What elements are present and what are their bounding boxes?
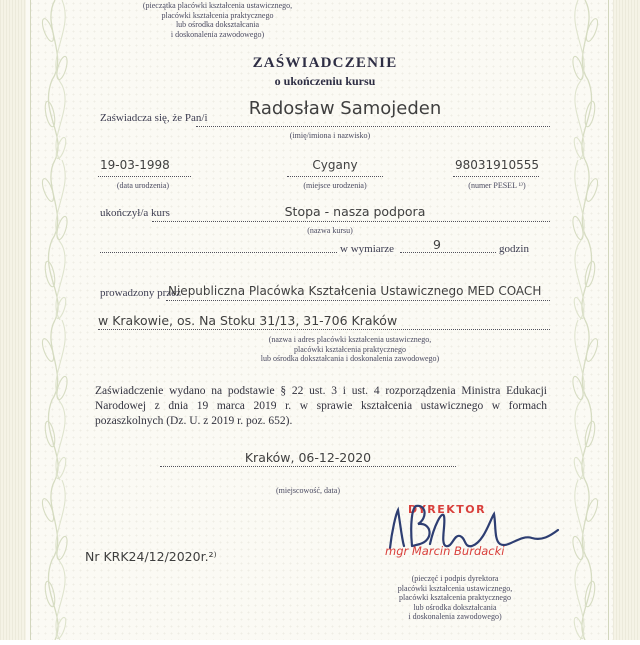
dotted-line bbox=[453, 176, 539, 177]
provider-caption-line: lub ośrodka dokształcania i doskonalenia zawodowego) bbox=[260, 354, 440, 363]
legal-basis-text: Zaświadczenie wydano na podstawie § 22 ust. 3 i ust. 4 rozporządzenia Ministra Edukacji Narodowej z dnia 19 marca 2019 r. w sprawie kształcenia ustawicznego w formach pozaszkolnych (Dz. U. z 2019 r. poz. 652). bbox=[95, 385, 547, 427]
recipient-label: Zaświadcza się, że Pan/i bbox=[100, 112, 208, 124]
birth-date-value: 19-03-1998 bbox=[100, 158, 170, 172]
stamp-caption bbox=[95, 1, 340, 39]
birth-date-caption: (data urodzenia) bbox=[116, 181, 170, 190]
recipient-caption: (imię/imiona i nazwisko) bbox=[289, 131, 371, 140]
pesel-value: 98031910555 bbox=[455, 158, 539, 172]
right-border-line bbox=[608, 0, 609, 640]
stamp-caption-line: lub ośrodka dokształcania bbox=[175, 20, 260, 29]
course-name: Stopa - nasza podpora bbox=[284, 204, 426, 219]
dotted-line bbox=[152, 221, 550, 222]
dotted-line bbox=[166, 300, 550, 301]
vine-border-ornament-left bbox=[34, 0, 76, 645]
provider-caption bbox=[225, 335, 475, 364]
dotted-line bbox=[400, 252, 496, 253]
dotted-line bbox=[100, 252, 337, 253]
signature-caption-line: placówki kształcenia ustawicznego, bbox=[397, 583, 513, 593]
signature-caption bbox=[360, 574, 550, 622]
signature-caption-line: (pieczęć i podpis dyrektora bbox=[411, 574, 499, 583]
signer-name: mgr Marcin Burdacki bbox=[385, 544, 505, 558]
issue-caption: (miejscowość, data) bbox=[276, 486, 340, 495]
hours-unit: godzin bbox=[499, 243, 529, 255]
left-edge-texture bbox=[0, 0, 26, 640]
course-label: ukończył/a kurs bbox=[100, 207, 170, 219]
pesel-caption: (numer PESEL ¹⁾) bbox=[468, 181, 526, 190]
dotted-line bbox=[98, 176, 191, 177]
provider-label: prowadzony przez bbox=[100, 287, 181, 299]
recipient-name: Radosław Samojeden bbox=[248, 98, 442, 119]
stamp-caption-line: i doskonalenia zawodowego) bbox=[170, 29, 265, 39]
page-title: ZAŚWIADCZENIE bbox=[252, 55, 398, 71]
course-caption: (nazwa kursu) bbox=[307, 226, 353, 235]
dotted-line bbox=[98, 329, 550, 330]
director-role-label: DYREKTOR bbox=[408, 503, 487, 516]
dotted-line bbox=[160, 466, 456, 467]
signature-caption-line: i doskonalenia zawodowego) bbox=[408, 612, 502, 621]
signature-caption-line: placówki kształcenia praktycznego bbox=[399, 593, 511, 602]
stamp-caption-line: placówki kształcenia praktycznego bbox=[161, 10, 274, 20]
title-block bbox=[95, 55, 555, 89]
certificate-number: Nr KRK24/12/2020r.²⁾ bbox=[85, 549, 217, 564]
right-edge-texture bbox=[613, 0, 640, 640]
birth-place-value: Cygany bbox=[312, 158, 358, 172]
dotted-line bbox=[287, 176, 383, 177]
left-border-line bbox=[30, 0, 31, 640]
provider-caption-line: placówki kształcenia praktycznego bbox=[294, 344, 406, 354]
provider-name: Niepubliczna Placówka Kształcenia Ustawicznego MED COACH bbox=[168, 284, 542, 298]
vine-border-ornament-right bbox=[564, 0, 606, 645]
issue-place-date: Kraków, 06-12-2020 bbox=[244, 450, 372, 465]
stamp-caption-line: (pieczątka placówki kształcenia ustawicznego, bbox=[142, 1, 293, 10]
provider-caption-line: (nazwa i adres placówki kształcenia ustawicznego, bbox=[268, 335, 432, 344]
signature-caption-line: lub ośrodka dokształcania bbox=[413, 602, 497, 612]
dotted-line bbox=[196, 126, 550, 127]
birth-place-caption: (miejsce urodzenia) bbox=[303, 181, 367, 190]
page-subtitle: o ukończeniu kursu bbox=[274, 74, 376, 88]
hours-label: w wymiarze bbox=[340, 243, 395, 255]
hours-value: 9 bbox=[433, 237, 441, 252]
provider-address: w Krakowie, os. Na Stoku 31/13, 31-706 Kraków bbox=[98, 313, 398, 328]
